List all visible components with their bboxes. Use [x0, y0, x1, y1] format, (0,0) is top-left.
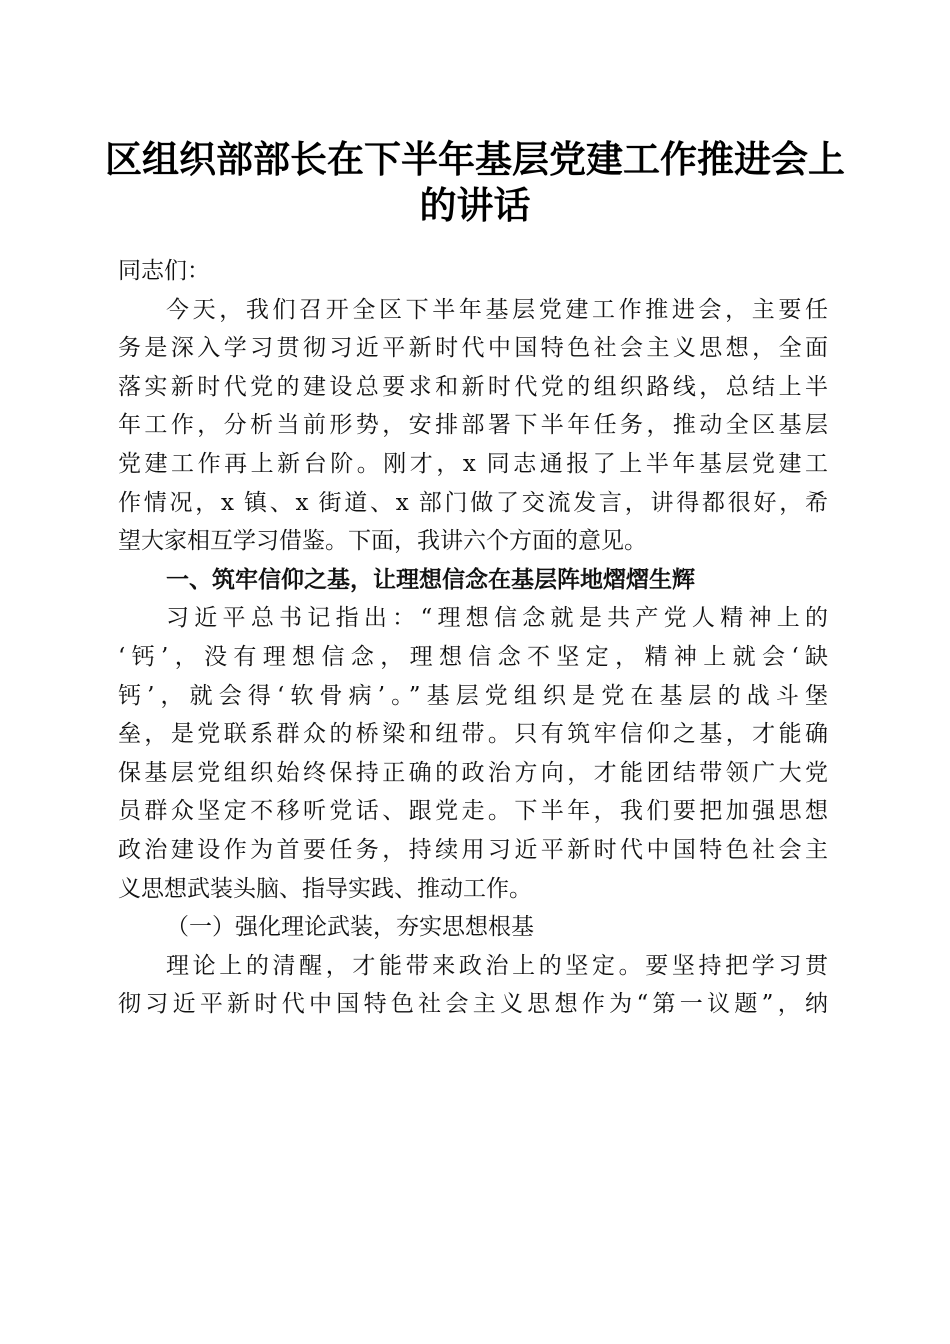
intro-paragraph — [118, 291, 828, 561]
paragraph-line: 党建工作再上新台阶。刚才，x 同志通报了上半年基层党建工 — [118, 450, 828, 477]
title-line-2: 的讲话 — [419, 183, 531, 227]
salutation: 同志们： — [118, 258, 210, 284]
paragraph-line: 作情况，x 镇、x 街道、x 部门做了交流发言，讲得都很好，希 — [118, 489, 828, 516]
title-line-1: 区组织部部长在下半年基层党建工作推进会上 — [105, 137, 845, 181]
subsection-heading-1: （一）强化理论武装，夯实思想根基 — [166, 914, 534, 941]
paragraph-line: 理论上的清醒，才能带来政治上的坚定。要坚持把学习贯 — [166, 952, 828, 979]
paragraph-line: 义思想武装头脑、指导实践、推动工作。 — [118, 875, 532, 902]
paragraph-line: 保基层党组织始终保持正确的政治方向，才能团结带领广大党 — [118, 759, 828, 786]
paragraph-line: 钙’，就会得‘软骨病’。”基层党组织是党在基层的战斗堡 — [118, 682, 828, 709]
document-body — [118, 252, 828, 1024]
paragraph-line: 员群众坚定不移听党话、跟党走。下半年，我们要把加强思想 — [118, 798, 828, 825]
paragraph-line: 政治建设作为首要任务，持续用习近平新时代中国特色社会主 — [118, 836, 828, 863]
subsection1-paragraph — [118, 947, 828, 1024]
paragraph-line: 彻习近平新时代中国特色社会主义思想作为“第一议题”，纳 — [118, 991, 828, 1018]
paragraph-line: 习近平总书记指出：“理想信念就是共产党人精神上的 — [166, 605, 828, 632]
paragraph-line: ‘钙’，没有理想信念，理想信念不坚定，精神上就会‘缺 — [118, 643, 828, 670]
paragraph-line: 垒，是党联系群众的桥梁和纽带。只有筑牢信仰之基，才能确 — [118, 721, 828, 748]
paragraph-line: 年工作，分析当前形势，安排部署下半年任务，推动全区基层 — [118, 412, 828, 439]
paragraph-line: 落实新时代党的建设总要求和新时代党的组织路线，总结上半 — [118, 373, 828, 400]
paragraph-line: 务是深入学习贯彻习近平新时代中国特色社会主义思想，全面 — [118, 335, 828, 362]
paragraph-line: 今天，我们召开全区下半年基层党建工作推进会，主要任 — [166, 296, 828, 323]
section-heading-1: 一、筑牢信仰之基，让理想信念在基层阵地熠熠生辉 — [166, 565, 695, 593]
document-title — [100, 136, 850, 228]
section1-paragraph — [118, 599, 828, 908]
paragraph-line: 望大家相互学习借鉴。下面，我讲六个方面的意见。 — [118, 528, 647, 555]
